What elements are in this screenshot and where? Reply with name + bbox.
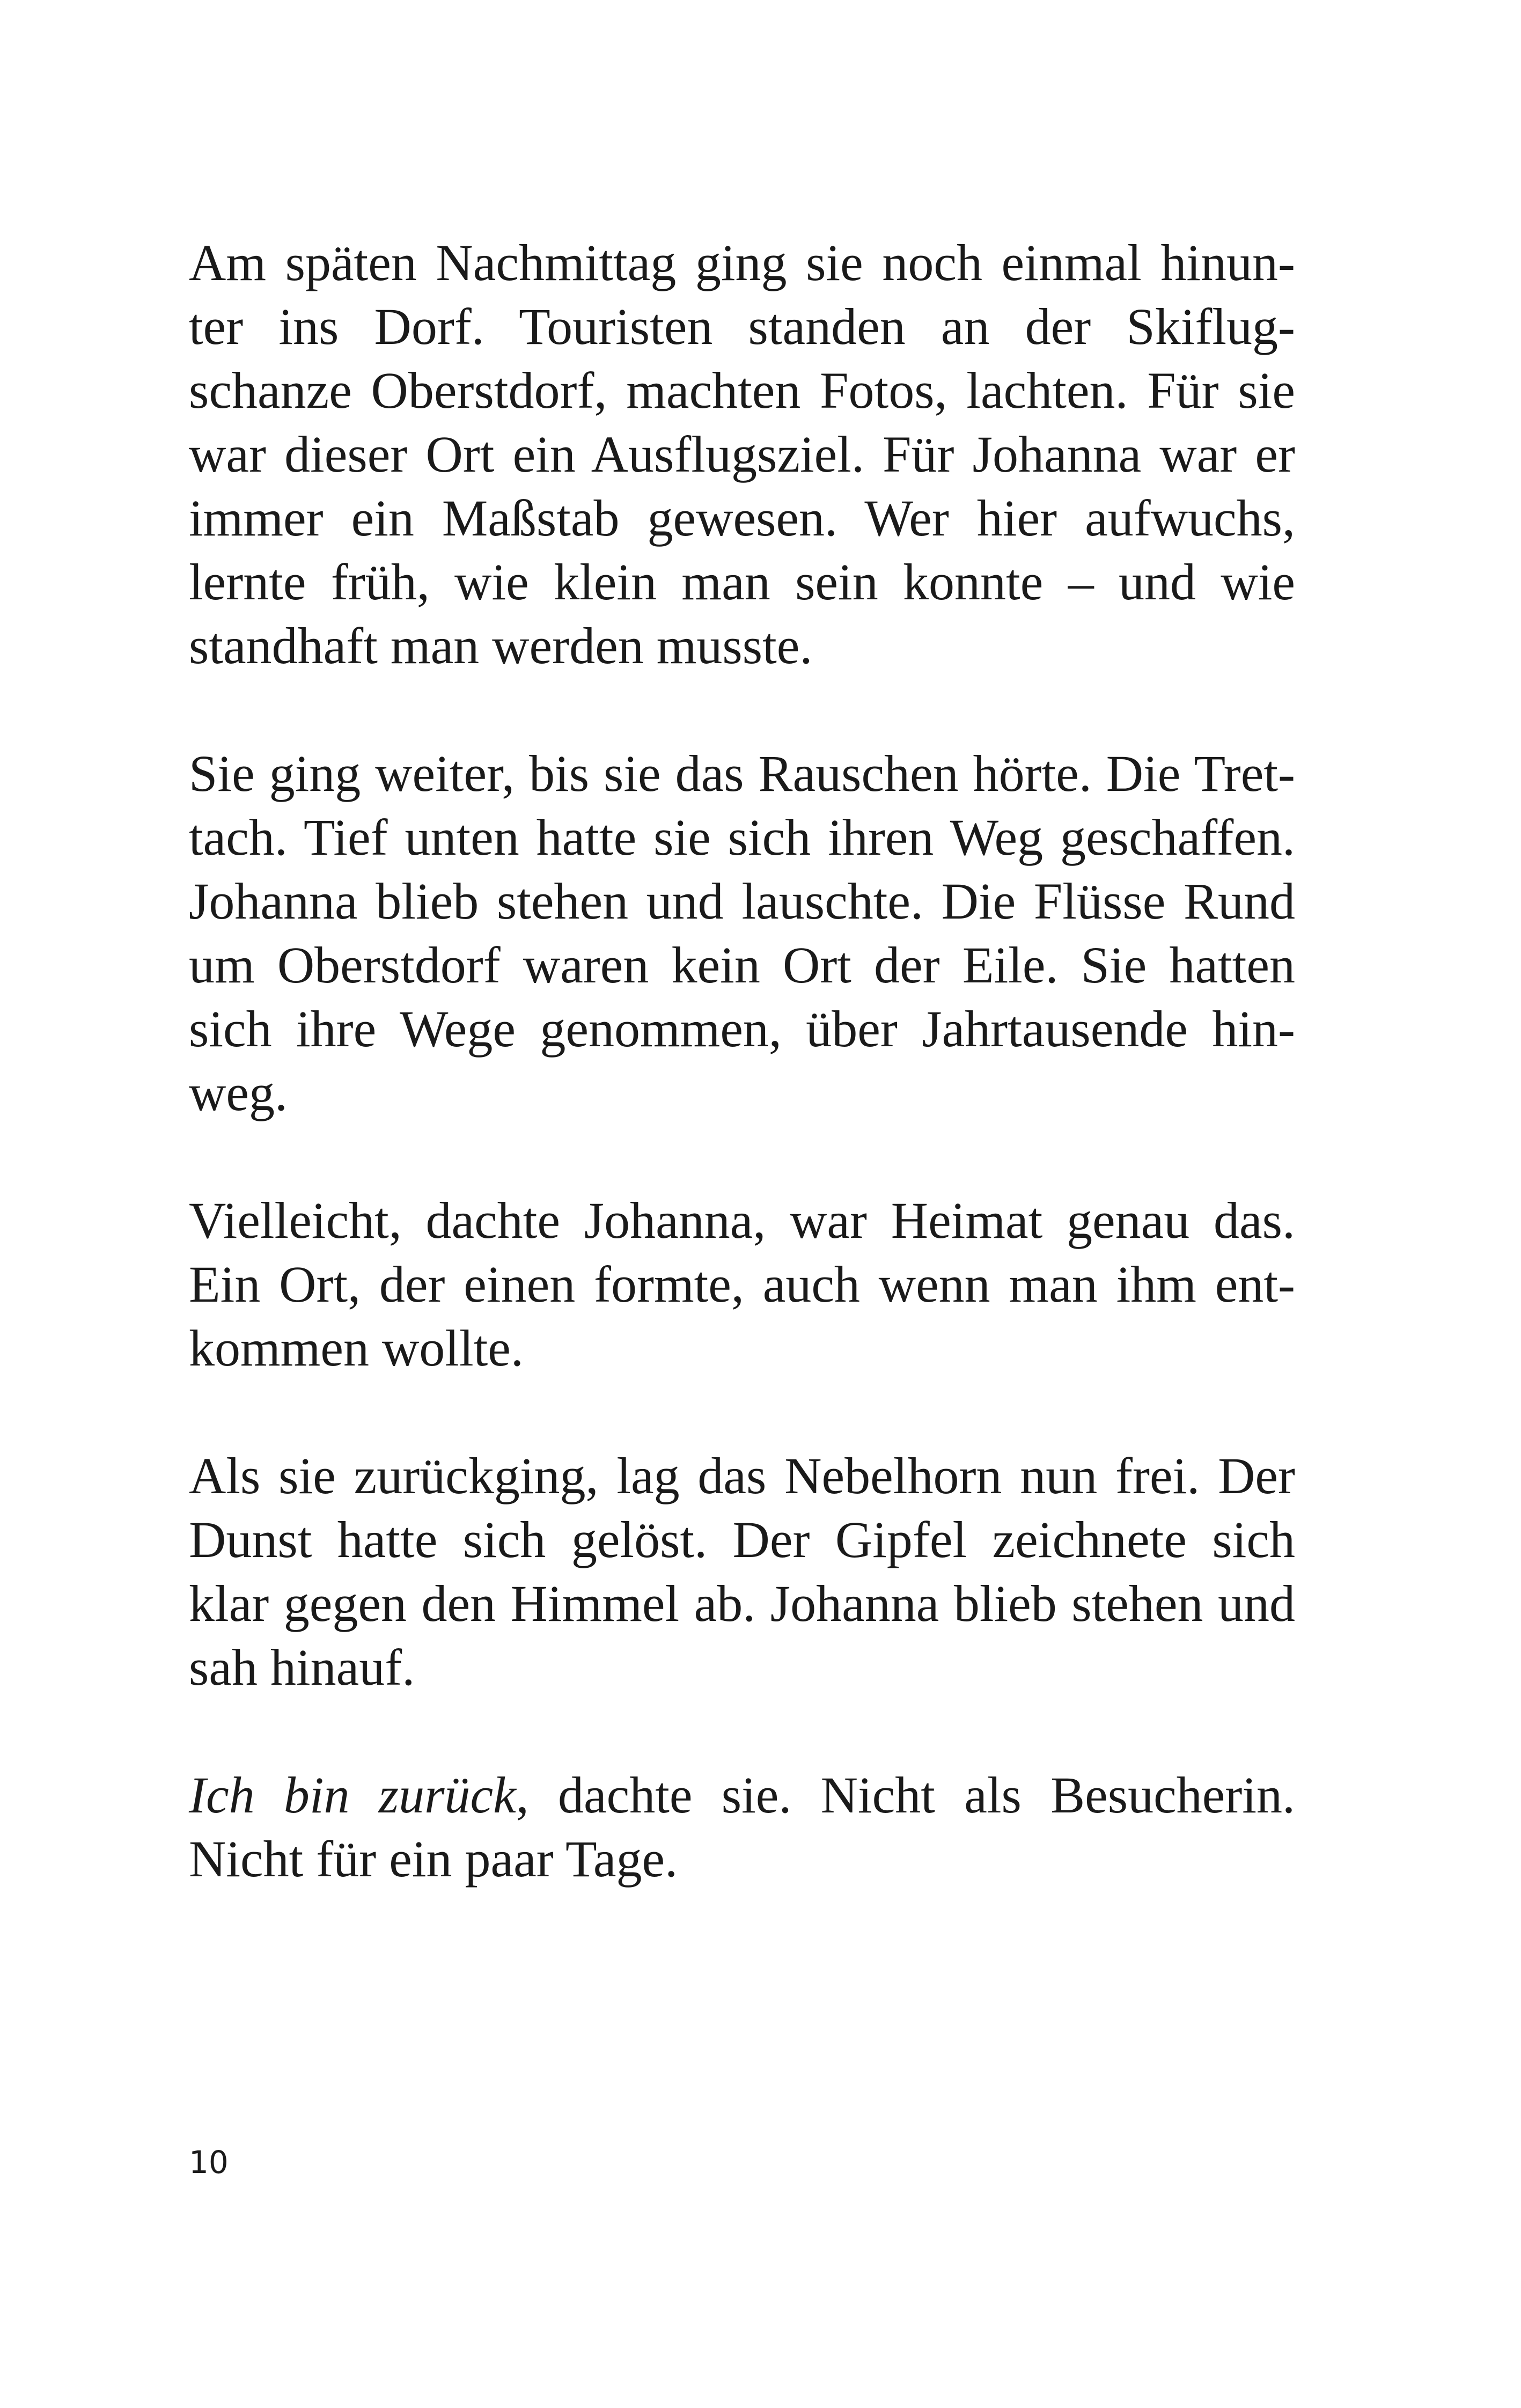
text-line: Nicht für ein paar Tage. xyxy=(189,1830,678,1888)
text-line xyxy=(189,1763,1295,1827)
text-line: kommen wollte. xyxy=(189,1319,524,1377)
text-line: Dunst hatte sich gelöst. Der Gipfel zeichnete sich xyxy=(189,1511,1295,1568)
text-line: Sie ging weiter, bis sie das Rauschen hörte. Die Tret- xyxy=(189,745,1295,802)
paragraph-4 xyxy=(189,1444,1295,1699)
text-line: um Oberstdorf waren kein Ort der Eile. Sie hatten xyxy=(189,936,1295,994)
text-line: Ein Ort, der einen formte, auch wenn man ihm ent- xyxy=(189,1256,1295,1313)
text-line: klar gegen den Himmel ab. Johanna blieb stehen und xyxy=(189,1575,1295,1632)
italic-phrase: Ich bin zurück xyxy=(189,1766,516,1824)
text-line: tach. Tief unten hatte sie sich ihren Weg geschaffen. xyxy=(189,809,1295,866)
text-line: Als sie zurückging, lag das Nebelhorn nun frei. Der xyxy=(189,1447,1295,1504)
text-line: schanze Oberstdorf, machten Fotos, lachten. Für sie xyxy=(189,362,1295,419)
text-line: standhaft man werden musste. xyxy=(189,617,813,674)
paragraph-2 xyxy=(189,742,1295,1125)
text-line: lernte früh, wie klein man sein konnte – und wie xyxy=(189,553,1295,611)
text-line: Am späten Nachmittag ging sie noch einmal hinun- xyxy=(189,234,1295,291)
text-line: Vielleicht, dachte Johanna, war Heimat genau das. xyxy=(189,1192,1295,1249)
paragraph-5 xyxy=(189,1763,1295,1891)
text-line: Johanna blieb stehen und lauschte. Die Flüsse Rund xyxy=(189,872,1295,930)
text-line: weg. xyxy=(189,1064,288,1121)
paragraph-1 xyxy=(189,231,1295,678)
text-line: sah hinauf. xyxy=(189,1639,415,1696)
body-text xyxy=(189,231,1295,1955)
text-fragment: , dachte sie. Nicht als Besucherin. xyxy=(516,1766,1296,1824)
page-number: 10 xyxy=(189,2144,229,2181)
text-line: immer ein Maßstab gewesen. Wer hier aufwuchs, xyxy=(189,489,1295,547)
text-line: ter ins Dorf. Touristen standen an der Skiflug- xyxy=(189,298,1295,355)
paragraph-3 xyxy=(189,1188,1295,1380)
text-line: sich ihre Wege genommen, über Jahrtausende hin- xyxy=(189,1000,1295,1058)
text-line: war dieser Ort ein Ausflugsziel. Für Johanna war er xyxy=(189,425,1295,483)
